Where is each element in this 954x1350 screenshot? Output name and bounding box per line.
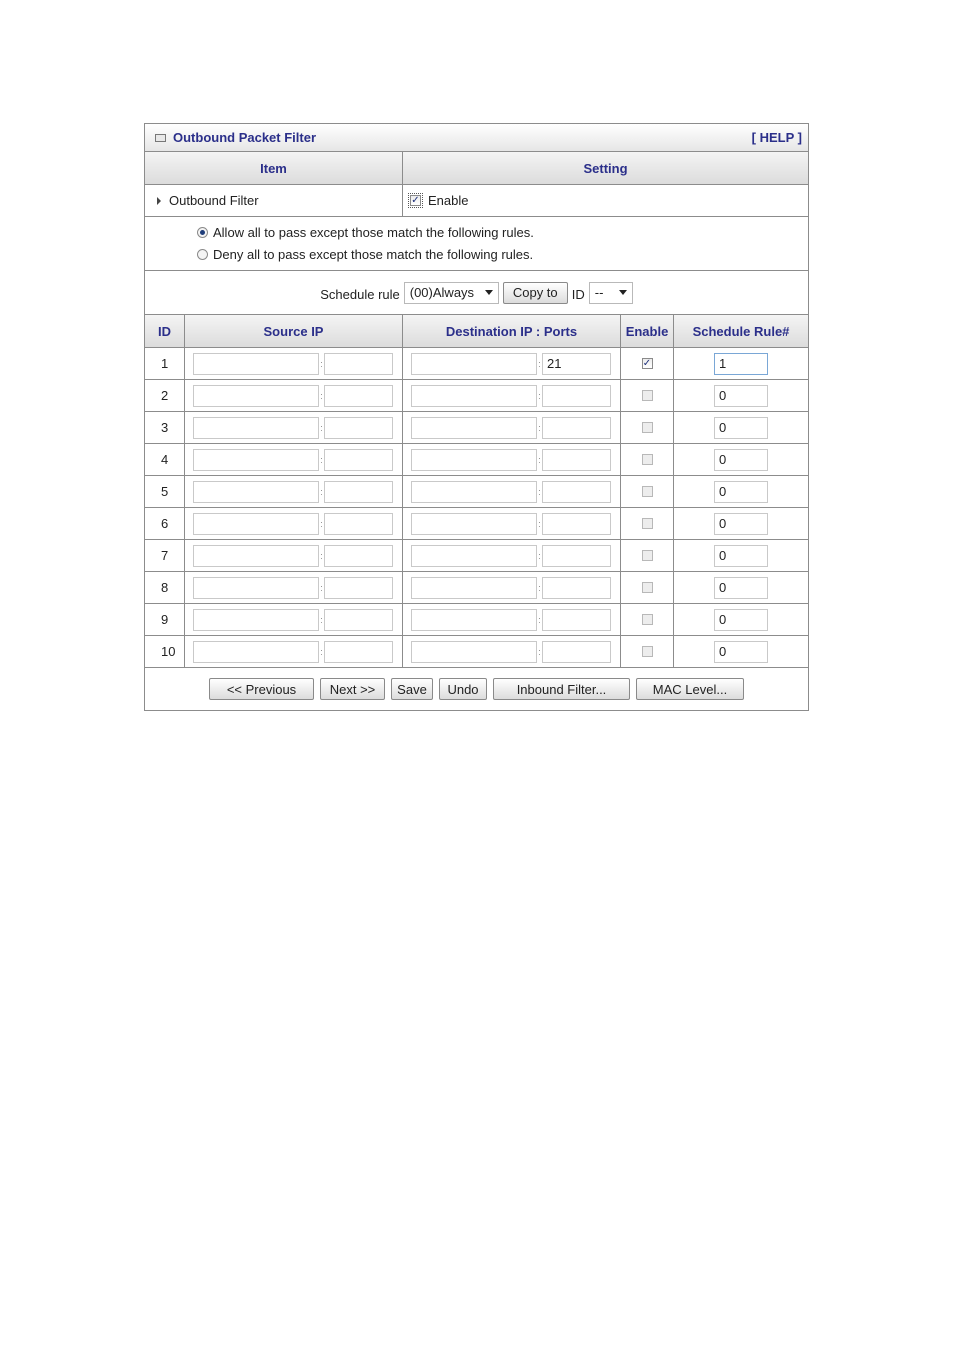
schedule-rule-value: 0 <box>719 420 727 435</box>
destination-ip-input[interactable] <box>411 609 537 631</box>
row-id: 9 <box>161 612 169 627</box>
schedule-rule-value: 0 <box>719 452 727 467</box>
colon-separator: : <box>538 454 541 465</box>
source-ip-end-input[interactable] <box>324 449 393 471</box>
colon-separator: : <box>320 582 323 593</box>
colon-separator: : <box>538 518 541 529</box>
schedule-rule-value: 0 <box>719 644 727 659</box>
source-ip-end-input[interactable] <box>324 353 393 375</box>
row-enable-checkbox[interactable] <box>642 454 653 465</box>
schedule-rule-value: 0 <box>719 612 727 627</box>
destination-port-input[interactable] <box>542 417 611 439</box>
schedule-row <box>145 271 808 315</box>
destination-port-input[interactable] <box>542 385 611 407</box>
source-ip-input[interactable] <box>193 609 319 631</box>
row-enable-checkbox[interactable] <box>642 486 653 497</box>
row-id: 2 <box>161 388 169 403</box>
row-id: 8 <box>161 580 169 595</box>
setting-column-header: Setting <box>583 160 628 176</box>
help-link[interactable]: [ HELP ] <box>751 130 802 145</box>
copy-id-select[interactable] <box>589 282 633 304</box>
row-id: 6 <box>161 516 169 531</box>
row-enable-checkbox[interactable] <box>642 390 653 401</box>
schedule-rule-input[interactable] <box>714 513 768 535</box>
destination-port-input[interactable] <box>542 609 611 631</box>
schedule-rule-column-header: Schedule Rule# <box>692 323 790 339</box>
schedule-rule-select[interactable] <box>404 282 499 304</box>
chevron-down-icon <box>619 290 627 295</box>
row-enable-checkbox[interactable] <box>642 358 653 369</box>
colon-separator: : <box>538 486 541 497</box>
outbound-filter-enable-checkbox[interactable] <box>408 193 423 208</box>
rules-table-header <box>145 315 808 348</box>
previous-button[interactable]: << Previous <box>209 678 314 700</box>
copy-id-value: -- <box>594 285 604 300</box>
source-ip-end-input[interactable] <box>324 609 393 631</box>
colon-separator: : <box>538 614 541 625</box>
destination-port-input[interactable] <box>542 513 611 535</box>
colon-separator: : <box>320 614 323 625</box>
colon-separator: : <box>538 390 541 401</box>
enable-column-header: Enable <box>621 315 674 347</box>
schedule-rule-value: 0 <box>719 548 727 563</box>
colon-separator: : <box>320 518 323 529</box>
colon-separator: : <box>538 422 541 433</box>
allow-radio[interactable] <box>197 227 208 238</box>
colon-separator: : <box>538 646 541 657</box>
colon-separator: : <box>538 582 541 593</box>
action-buttons <box>145 668 808 710</box>
destination-port-input[interactable] <box>542 577 611 599</box>
table-row <box>145 540 808 572</box>
row-enable-checkbox[interactable] <box>642 550 653 561</box>
destination-ip-input[interactable] <box>411 641 537 663</box>
id-label: ID <box>571 287 585 302</box>
schedule-rule-value: 0 <box>719 388 727 403</box>
destination-ip-input[interactable] <box>411 353 537 375</box>
row-enable-checkbox[interactable] <box>642 614 653 625</box>
source-ip-input[interactable] <box>193 385 319 407</box>
schedule-rule-input[interactable] <box>714 385 768 407</box>
item-column-header: Item <box>145 152 403 184</box>
destination-port-input[interactable] <box>542 449 611 471</box>
triangle-right-icon <box>157 197 161 205</box>
allow-option[interactable] <box>197 222 808 244</box>
destination-ip-input[interactable] <box>411 481 537 503</box>
table-row <box>145 572 808 604</box>
schedule-rule-value: 0 <box>719 484 727 499</box>
table-row <box>145 444 808 476</box>
inbound-filter-button[interactable]: Inbound Filter... <box>493 678 630 700</box>
schedule-rule-input[interactable] <box>714 609 768 631</box>
id-column-header: ID <box>145 315 185 347</box>
undo-button[interactable]: Undo <box>439 678 487 700</box>
row-id: 7 <box>161 548 169 563</box>
colon-separator: : <box>320 646 323 657</box>
row-id: 4 <box>161 452 169 467</box>
colon-separator: : <box>538 550 541 561</box>
schedule-rule-value: 1 <box>719 356 727 371</box>
colon-separator: : <box>320 486 323 497</box>
row-enable-checkbox[interactable] <box>642 582 653 593</box>
schedule-rule-input[interactable] <box>714 577 768 599</box>
destination-ip-input[interactable] <box>411 577 537 599</box>
row-id: 10 <box>161 644 176 659</box>
table-row <box>145 508 808 540</box>
outbound-filter-label: Outbound Filter <box>169 193 259 208</box>
table-row <box>145 636 808 668</box>
destination-ip-input[interactable] <box>411 385 537 407</box>
outbound-packet-filter-panel <box>144 123 809 711</box>
save-button[interactable]: Save <box>391 678 433 700</box>
source-ip-input[interactable] <box>193 577 319 599</box>
row-enable-checkbox[interactable] <box>642 518 653 529</box>
destination-port-value: 21 <box>547 356 562 371</box>
source-ip-column-header: Source IP <box>185 315 403 347</box>
policy-row <box>145 217 808 271</box>
source-ip-end-input[interactable] <box>324 641 393 663</box>
source-ip-input[interactable] <box>193 481 319 503</box>
schedule-rule-label: Schedule rule <box>320 287 400 302</box>
schedule-rule-input[interactable] <box>714 641 768 663</box>
deny-option[interactable] <box>197 244 808 266</box>
schedule-rule-value: 0 <box>719 516 727 531</box>
schedule-rule-input[interactable] <box>714 545 768 567</box>
table-row <box>145 348 808 380</box>
source-ip-end-input[interactable] <box>324 385 393 407</box>
destination-port-input[interactable] <box>542 641 611 663</box>
source-ip-input[interactable] <box>193 449 319 471</box>
colon-separator: : <box>538 358 541 369</box>
outbound-filter-row <box>145 185 808 217</box>
source-ip-end-input[interactable] <box>324 513 393 535</box>
source-ip-input[interactable] <box>193 417 319 439</box>
colon-separator: : <box>320 422 323 433</box>
source-ip-input[interactable] <box>193 641 319 663</box>
schedule-rule-input[interactable] <box>714 417 768 439</box>
destination-port-input[interactable] <box>542 545 611 567</box>
check-icon: ✓ <box>642 358 652 369</box>
colon-separator: : <box>320 454 323 465</box>
row-id: 1 <box>161 356 169 371</box>
schedule-rule-input[interactable] <box>714 481 768 503</box>
destination-ip-input[interactable] <box>411 545 537 567</box>
panel-title: Outbound Packet Filter <box>173 130 317 145</box>
colon-separator: : <box>320 390 323 401</box>
colon-separator: : <box>320 550 323 561</box>
next-button[interactable]: Next >> <box>320 678 385 700</box>
table-row <box>145 380 808 412</box>
destination-ip-input[interactable] <box>411 449 537 471</box>
table-row <box>145 412 808 444</box>
destination-column-header: Destination IP : Ports <box>403 315 621 347</box>
schedule-rule-value: (00)Always <box>409 285 475 300</box>
rules-table-body <box>145 348 808 668</box>
destination-ip-input[interactable] <box>411 417 537 439</box>
enable-label: Enable <box>428 193 469 208</box>
destination-ip-input[interactable] <box>411 513 537 535</box>
row-id: 5 <box>161 484 169 499</box>
row-enable-checkbox[interactable] <box>642 646 653 657</box>
check-icon: ✓ <box>411 195 420 206</box>
allow-label: Allow all to pass except those match the following rules. <box>213 225 534 240</box>
source-ip-end-input[interactable] <box>324 577 393 599</box>
source-ip-end-input[interactable] <box>324 545 393 567</box>
colon-separator: : <box>320 358 323 369</box>
schedule-rule-input[interactable] <box>714 353 768 375</box>
destination-port-input[interactable] <box>542 353 611 375</box>
schedule-rule-value: 0 <box>719 580 727 595</box>
schedule-rule-input[interactable] <box>714 449 768 471</box>
deny-radio[interactable] <box>197 249 208 260</box>
mac-level-button[interactable]: MAC Level... <box>636 678 744 700</box>
copy-to-button[interactable]: Copy to <box>503 282 568 304</box>
source-ip-input[interactable] <box>193 545 319 567</box>
square-icon <box>155 134 166 142</box>
destination-port-input[interactable] <box>542 481 611 503</box>
row-enable-checkbox[interactable] <box>642 422 653 433</box>
source-ip-end-input[interactable] <box>324 481 393 503</box>
source-ip-input[interactable] <box>193 513 319 535</box>
chevron-down-icon <box>485 290 493 295</box>
table-row <box>145 476 808 508</box>
panel-title-bar <box>145 124 808 152</box>
source-ip-input[interactable] <box>193 353 319 375</box>
item-setting-header <box>145 152 808 185</box>
row-id: 3 <box>161 420 169 435</box>
deny-label: Deny all to pass except those match the following rules. <box>213 247 534 262</box>
table-row <box>145 604 808 636</box>
source-ip-end-input[interactable] <box>324 417 393 439</box>
